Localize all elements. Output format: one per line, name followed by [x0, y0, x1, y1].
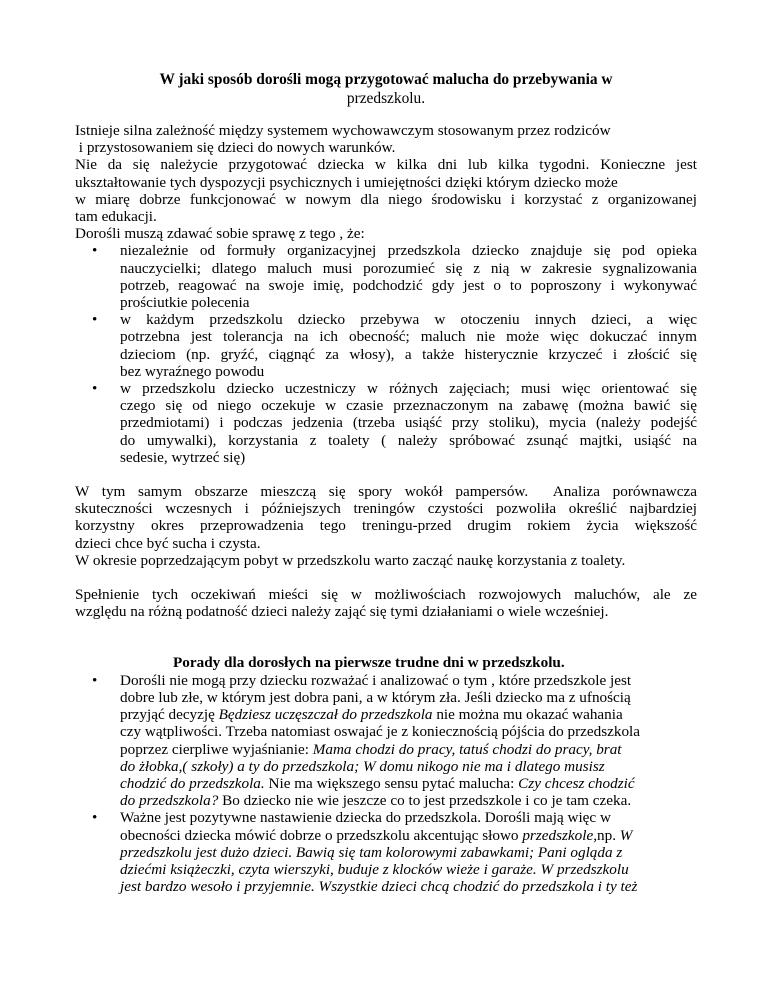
text-line: dziećmi książeczki, czyta wierszyki, buduje z klocków wieże i garaże. W przedszkolu: [120, 860, 629, 878]
bullet-icon: •: [92, 380, 98, 398]
bullet-icon: •: [92, 809, 98, 827]
text-line: w każdym przedszkolu dziecko przebywa w otoczeniu innych dzieci, a więc: [120, 311, 697, 329]
text-line: skuteczności wczesnych i późniejszych treningów czystości pozwoliła określić najbardziej: [75, 500, 697, 518]
text-line: tam edukacji.: [75, 208, 157, 226]
pampers-paragraph: [75, 483, 697, 569]
advice-heading: Porady dla dorosłych na pierwsze trudne dni w przedszkolu.: [173, 654, 565, 672]
text-line: w przedszkolu dziecko uczestniczy w różnych zajęciach; musi więc orientować się: [120, 380, 697, 398]
text-line: Nie da się należycie przygotować dziecka w kilka dni lub kilka tygodni. Konieczne jest: [75, 156, 697, 174]
text-line: dzieci chce być sucha i czysta.: [75, 534, 261, 552]
advice-list: [75, 672, 697, 896]
text-line: dobre lub złe, w którym jest dobra pani, a w którym zła. Jeśli dziecko ma z ufnością: [120, 688, 631, 706]
text-line: W tym samym obszarze mieszczą się spory wokół pampersów. Analiza porównawcza: [75, 483, 697, 501]
text-line: W okresie poprzedzającym pobyt w przedszkolu warto zacząć naukę korzystania z toalety.: [75, 551, 626, 569]
intro-paragraph: [75, 122, 697, 242]
text-line: w miarę dobrze funkcjonować w nowym dla niego środowisku i korzystać z organizowanej: [75, 190, 697, 208]
text-line: względu na różną podatność dzieci należy zająć się tymi działaniami o wiele wcześniej.: [75, 603, 609, 621]
text-line: poprzez cierpliwe wyjaśnianie: Mama chodzi do pracy, tatuś chodzi do pracy, brat: [120, 740, 622, 758]
text-line: prościutkie polecenia: [120, 294, 250, 312]
document-title: [75, 70, 697, 108]
text-line: do przedszkola? Bo dziecko nie wie jeszcze co to jest przedszkole i co je tam czeka.: [120, 792, 632, 810]
text-line: potrzebna jest tolerancja na ich obecność; maluch nie może więc dokuczać innym: [120, 328, 697, 346]
text-line: czego się od niego oczekuje w czasie przeznaczonym na zabawę (można bawić się: [120, 397, 697, 415]
text-line: niezależnie od formuły organizacyjnej przedszkola dziecko znajduje się pod opieka: [120, 242, 697, 260]
text-line: Dorośli nie mogą przy dziecku rozważać i analizować o tym , które przedszkole jest: [120, 671, 632, 689]
text-line: do żłobka,( szkoły) a ty do przedszkola; W domu nikogo nie ma i dlatego musisz: [120, 757, 605, 775]
list-item: [75, 809, 697, 895]
requirements-list: [75, 242, 697, 466]
text-line: Ważne jest pozytywne nastawienie dziecka do przedszkola. Dorośli mają więc w: [120, 809, 611, 827]
list-item: [75, 672, 697, 810]
text-line: obecności dziecka mówić dobrze o przedszkolu akcentując słowo przedszkole,np. W: [120, 826, 633, 844]
text-line: sedesie, wytrzeć się): [120, 448, 246, 466]
text-line: Spełnienie tych oczekiwań mieści się w możliwościach rozwojowych maluchów, ale ze: [75, 586, 697, 604]
text-line: jest bardzo wesoło i przyjemnie. Wszystkie dzieci chcą chodzić do przedszkola i ty też: [120, 878, 638, 896]
text-line: i przystosowaniem się dzieci do nowych warunków.: [75, 139, 396, 157]
text-line: ukształtowanie tych dyspozycji psychicznych i umiejętności dzięki którym dziecko może: [75, 173, 618, 191]
title-line-2: przedszkolu.: [346, 90, 426, 107]
bullet-icon: •: [92, 311, 98, 329]
title-line-1: W jaki sposób dorośli mogą przygotować malucha do przebywania w: [159, 71, 613, 88]
text-line: czy wątpliwości. Trzeba natomiast oswajać je z koniecznością pójścia do przedszkola: [120, 723, 641, 741]
text-line: nauczycielki; dlatego maluch musi porozumieć się z nią w zakresie sygnalizowania: [120, 259, 697, 277]
text-line: Istnieje silna zależność między systemem wychowawczym stosowanym przez rodziców: [75, 122, 611, 139]
list-item: [75, 242, 697, 311]
development-paragraph: [75, 586, 697, 620]
text-line: korzystny okres przeprowadzenia tego treningu-przed drugim rokiem życia większość: [75, 517, 697, 535]
text-line: dzieciom (np. gryźć, ciągnąć za włosy), a także histerycznie krzyczeć i złościć się: [120, 345, 697, 363]
bullet-icon: •: [92, 671, 98, 689]
list-item: [75, 311, 697, 380]
list-item: [75, 380, 697, 466]
text-line: Dorośli muszą zdawać sobie sprawę z tego , że:: [75, 225, 365, 243]
bullet-icon: •: [92, 242, 98, 260]
text-line: chodzić do przedszkola. Nie ma większego sensu pytać malucha: Czy chcesz chodzić: [120, 774, 635, 792]
text-line: bez wyraźnego powodu: [120, 362, 265, 380]
text-line: przedszkolu jest dużo dzieci. Bawią się tam kolorowymi zabawkami; Pani ogląda z: [120, 843, 623, 861]
text-line: przyjąć decyzję Będziesz uczęszczał do przedszkola nie można mu okazać wahania: [120, 706, 623, 724]
document-page: [75, 70, 697, 895]
text-line: przedmiotami) i podczas jedzenia (trzeba usiąść przy stoliku), mycia (należy podejść: [120, 414, 697, 432]
text-line: potrzeb, reagować na swoje imię, podchodzić gdy jest o to poproszony i wykonywać: [120, 276, 697, 294]
text-line: do umywalki), korzystania z toalety ( należy spróbować zsunąć majtki, usiąść na: [120, 431, 697, 449]
